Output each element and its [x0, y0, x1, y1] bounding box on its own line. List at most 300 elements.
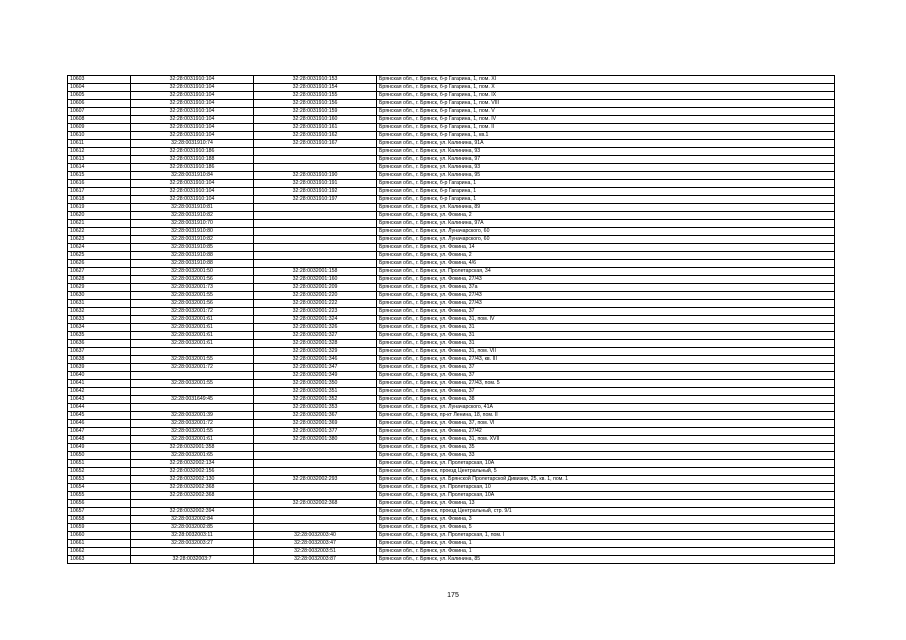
object-number-cell: 32:28:0031910:159 [254, 108, 377, 116]
table-row [68, 508, 835, 516]
table-row [68, 332, 835, 340]
object-number-cell [254, 484, 377, 492]
address-cell: Брянская обл., г. Брянск, ул. Калинина, 97 [377, 156, 835, 164]
parcel-number-cell: 32:28:0032003:27 [131, 540, 254, 548]
address-cell: Брянская обл., г. Брянск, ул. Луначарского, 41А [377, 404, 835, 412]
row-number-cell: 10662 [68, 548, 131, 556]
parcel-number-cell [131, 348, 254, 356]
table-row [68, 268, 835, 276]
address-cell: Брянская обл., г. Брянск, ул. Фокина, 35 [377, 444, 835, 452]
address-cell: Брянская обл., г. Брянск, ул. Луначарского, 60 [377, 228, 835, 236]
table-row [68, 236, 835, 244]
address-cell: Брянская обл., г. Брянск, ул. Пролетарская, 1, пом. I [377, 532, 835, 540]
row-number-cell: 10627 [68, 268, 131, 276]
address-cell: Брянская обл., г. Брянск, ул. Пролетарская, 10А [377, 460, 835, 468]
parcel-number-cell: 32:28:0032002:85 [131, 524, 254, 532]
address-cell: Брянская обл., г. Брянск, ул. Фокина, 27/43 [377, 276, 835, 284]
address-cell: Брянская обл., г. Брянск, ул. Фокина, 38 [377, 396, 835, 404]
table-row [68, 452, 835, 460]
table-row [68, 148, 835, 156]
object-number-cell [254, 156, 377, 164]
row-number-cell: 10631 [68, 300, 131, 308]
address-cell: Брянская обл., г. Брянск, б-р Гагарина, 1 [377, 180, 835, 188]
row-number-cell: 10652 [68, 468, 131, 476]
parcel-number-cell: 32:28:0031910:104 [131, 188, 254, 196]
row-number-cell: 10632 [68, 308, 131, 316]
object-number-cell: 32:28:0032003:47 [254, 540, 377, 548]
object-number-cell: 32:28:0031910:191 [254, 180, 377, 188]
row-number-cell: 10636 [68, 340, 131, 348]
object-number-cell: 32:28:0032001:209 [254, 284, 377, 292]
address-cell: Брянская обл., г. Брянск, ул. Пролетарская, 10 [377, 484, 835, 492]
address-cell: Брянская обл., г. Брянск, ул. Фокина, 27/42 [377, 428, 835, 436]
table-row [68, 532, 835, 540]
object-number-cell: 32:28:0032001:329 [254, 348, 377, 356]
table-row [68, 396, 835, 404]
table-row [68, 244, 835, 252]
row-number-cell: 10658 [68, 516, 131, 524]
object-number-cell: 32:28:0032002:368 [254, 500, 377, 508]
parcel-number-cell: 32:28:0031910:82 [131, 212, 254, 220]
table-row [68, 116, 835, 124]
address-cell: Брянская обл., г. Брянск, ул. Фокина, 2 [377, 252, 835, 260]
object-number-cell: 32:28:0031910:161 [254, 124, 377, 132]
parcel-number-cell: 32:28:0031910:104 [131, 132, 254, 140]
object-number-cell: 32:28:0032001:377 [254, 428, 377, 436]
address-cell: Брянская обл., г. Брянск, проезд Центральный, 5 [377, 468, 835, 476]
table-row [68, 132, 835, 140]
parcel-number-cell: 32:28:0031910:186 [131, 164, 254, 172]
row-number-cell: 10654 [68, 484, 131, 492]
object-number-cell: 32:28:0032001:160 [254, 276, 377, 284]
address-cell: Брянская обл., г. Брянск, ул. Фокина, 37 [377, 308, 835, 316]
table-row [68, 340, 835, 348]
table-row [68, 76, 835, 84]
parcel-number-cell: 32:28:0032002:394 [131, 508, 254, 516]
parcel-number-cell: 32:28:0031910:104 [131, 84, 254, 92]
row-number-cell: 10642 [68, 388, 131, 396]
address-cell: Брянская обл., г. Брянск, ул. Фокина, 31 [377, 324, 835, 332]
row-number-cell: 10614 [68, 164, 131, 172]
row-number-cell: 10603 [68, 76, 131, 84]
parcel-number-cell: 32:28:0032003:11 [131, 532, 254, 540]
table-row [68, 540, 835, 548]
address-cell: Брянская обл., г. Брянск, проезд Центральный, стр. 9/1 [377, 508, 835, 516]
parcel-number-cell: 32:28:0031910:80 [131, 228, 254, 236]
table-row [68, 404, 835, 412]
address-cell: Брянская обл., г. Брянск, б-р Гагарина, 1 [377, 196, 835, 204]
row-number-cell: 10623 [68, 236, 131, 244]
table-row [68, 316, 835, 324]
object-number-cell: 32:28:0032001:353 [254, 404, 377, 412]
table-row [68, 484, 835, 492]
table-row [68, 188, 835, 196]
parcel-number-cell: 32:28:0032002:134 [131, 460, 254, 468]
parcel-number-cell: 32:28:0031910:84 [131, 172, 254, 180]
row-number-cell: 10615 [68, 172, 131, 180]
address-cell: Брянская обл., г. Брянск, ул. Фокина, 2 [377, 212, 835, 220]
row-number-cell: 10620 [68, 212, 131, 220]
row-number-cell: 10629 [68, 284, 131, 292]
address-cell: Брянская обл., г. Брянск, ул. Фокина, 37, пом. VI [377, 420, 835, 428]
table-row [68, 124, 835, 132]
object-number-cell: 32:28:0032001:349 [254, 372, 377, 380]
parcel-number-cell: 32:28:0032002:368 [131, 484, 254, 492]
table-row [68, 460, 835, 468]
table-row [68, 356, 835, 364]
object-number-cell: 32:28:0032001:326 [254, 324, 377, 332]
table-row [68, 300, 835, 308]
table-row [68, 556, 835, 564]
address-cell: Брянская обл., г. Брянск, ул. Фокина, 27/43 [377, 292, 835, 300]
address-cell: Брянская обл., г. Брянск, ул. Фокина, 27/43 [377, 300, 835, 308]
table-row [68, 436, 835, 444]
row-number-cell: 10633 [68, 316, 131, 324]
table-row [68, 500, 835, 508]
object-number-cell [254, 452, 377, 460]
table-row [68, 212, 835, 220]
address-cell: Брянская обл., г. Брянск, б-р Гагарина, 1, пом. II [377, 124, 835, 132]
row-number-cell: 10617 [68, 188, 131, 196]
table-row [68, 492, 835, 500]
row-number-cell: 10609 [68, 124, 131, 132]
table-row [68, 84, 835, 92]
address-cell: Брянская обл., г. Брянск, ул. Фокина, 37 [377, 364, 835, 372]
parcel-number-cell [131, 404, 254, 412]
object-number-cell: 32:28:0032001:352 [254, 396, 377, 404]
row-number-cell: 10650 [68, 452, 131, 460]
object-number-cell: 32:28:0031910:153 [254, 76, 377, 84]
object-number-cell: 32:28:0031910:154 [254, 84, 377, 92]
table-row [68, 220, 835, 228]
row-number-cell: 10651 [68, 460, 131, 468]
object-number-cell [254, 244, 377, 252]
address-cell: Брянская обл., г. Брянск, ул. Пролетарская, 10А [377, 492, 835, 500]
row-number-cell: 10621 [68, 220, 131, 228]
object-number-cell: 32:28:0032001:367 [254, 412, 377, 420]
object-number-cell: 32:28:0032001:350 [254, 380, 377, 388]
address-cell: Брянская обл., г. Брянск, ул. Фокина, 31 [377, 332, 835, 340]
address-cell: Брянская обл., г. Брянск, пр-кт Ленина, 18, пом. II [377, 412, 835, 420]
parcel-number-cell: 32:28:0031910:74 [131, 140, 254, 148]
object-number-cell: 32:28:0032003:51 [254, 548, 377, 556]
table-row [68, 324, 835, 332]
table-row [68, 412, 835, 420]
parcel-number-cell: 32:28:0032001:61 [131, 324, 254, 332]
parcel-number-cell: 32:28:0031910:104 [131, 108, 254, 116]
table-row [68, 204, 835, 212]
parcel-number-cell: 32:28:0032001:61 [131, 316, 254, 324]
parcel-number-cell: 32:28:0032002:368 [131, 492, 254, 500]
object-number-cell [254, 516, 377, 524]
parcel-number-cell: 32:28:0032001:50 [131, 268, 254, 276]
table-row [68, 372, 835, 380]
parcel-number-cell [131, 500, 254, 508]
parcel-number-cell: 32:28:0032001:56 [131, 276, 254, 284]
parcel-number-cell: 32:28:0031910:104 [131, 180, 254, 188]
parcel-number-cell [131, 388, 254, 396]
parcel-number-cell: 32:28:0032001:39 [131, 412, 254, 420]
row-number-cell: 10624 [68, 244, 131, 252]
table-row [68, 292, 835, 300]
object-number-cell: 32:28:0032001:327 [254, 332, 377, 340]
parcel-number-cell: 32:28:0032003:7 [131, 556, 254, 564]
parcel-number-cell: 32:28:0032002:130 [131, 476, 254, 484]
parcel-number-cell: 32:28:0032001:358 [131, 444, 254, 452]
address-cell: Брянская обл., г. Брянск, ул. Фокина, 31, пом. IV [377, 316, 835, 324]
table-row [68, 172, 835, 180]
table-row [68, 92, 835, 100]
address-cell: Брянская обл., г. Брянск, ул. Фокина, 37 [377, 372, 835, 380]
address-cell: Брянская обл., г. Брянск, ул. Калинина, 97А [377, 220, 835, 228]
table-row [68, 524, 835, 532]
address-cell: Брянская обл., г. Брянск, ул. Калинина, 93 [377, 164, 835, 172]
parcel-number-cell: 32:28:0032001:72 [131, 364, 254, 372]
row-number-cell: 10618 [68, 196, 131, 204]
row-number-cell: 10660 [68, 532, 131, 540]
object-number-cell [254, 260, 377, 268]
parcel-number-cell: 32:28:0032001:56 [131, 300, 254, 308]
parcel-number-cell: 32:28:0032002:156 [131, 468, 254, 476]
address-cell: Брянская обл., г. Брянск, ул. Калинина, 95 [377, 172, 835, 180]
row-number-cell: 10656 [68, 500, 131, 508]
object-number-cell: 32:28:0031910:156 [254, 100, 377, 108]
address-cell: Брянская обл., г. Брянск, ул. Фокина, 37а [377, 284, 835, 292]
table-row [68, 164, 835, 172]
row-number-cell: 10616 [68, 180, 131, 188]
parcel-number-cell: 32:28:0031910:82 [131, 236, 254, 244]
address-cell: Брянская обл., г. Брянск, б-р Гагарина, 1, пом. IX [377, 92, 835, 100]
table-row [68, 548, 835, 556]
parcel-number-cell: 32:28:0032001:61 [131, 436, 254, 444]
parcel-number-cell: 32:28:0032002:84 [131, 516, 254, 524]
table-body [68, 76, 835, 564]
row-number-cell: 10611 [68, 140, 131, 148]
row-number-cell: 10635 [68, 332, 131, 340]
address-cell: Брянская обл., г. Брянск, ул. Фокина, 14 [377, 244, 835, 252]
object-number-cell [254, 524, 377, 532]
object-number-cell [254, 228, 377, 236]
address-cell: Брянская обл., г. Брянск, б-р Гагарина, 1, пом. IV [377, 116, 835, 124]
address-cell: Брянская обл., г. Брянск, б-р Гагарина, 1, пом. X [377, 84, 835, 92]
table-row [68, 364, 835, 372]
address-cell: Брянская обл., г. Брянск, ул. Фокина, 31, пом. VII [377, 348, 835, 356]
parcel-number-cell: 32:28:0031910:104 [131, 124, 254, 132]
table-row [68, 516, 835, 524]
object-number-cell: 32:28:0032002:293 [254, 476, 377, 484]
object-number-cell: 32:28:0031910:162 [254, 132, 377, 140]
table-row [68, 476, 835, 484]
row-number-cell: 10622 [68, 228, 131, 236]
object-number-cell [254, 468, 377, 476]
table-row [68, 108, 835, 116]
row-number-cell: 10647 [68, 428, 131, 436]
row-number-cell: 10653 [68, 476, 131, 484]
row-number-cell: 10645 [68, 412, 131, 420]
object-number-cell [254, 164, 377, 172]
row-number-cell: 10657 [68, 508, 131, 516]
row-number-cell: 10661 [68, 540, 131, 548]
parcel-number-cell [131, 372, 254, 380]
object-number-cell [254, 236, 377, 244]
table-row [68, 100, 835, 108]
row-number-cell: 10605 [68, 92, 131, 100]
table-row [68, 284, 835, 292]
parcel-number-cell: 32:28:0031910:104 [131, 100, 254, 108]
parcel-number-cell: 32:28:0031910:85 [131, 244, 254, 252]
table-row [68, 444, 835, 452]
row-number-cell: 10630 [68, 292, 131, 300]
row-number-cell: 10604 [68, 84, 131, 92]
address-cell: Брянская обл., г. Брянск, ул. Фокина, 31, пом. XVII [377, 436, 835, 444]
address-cell: Брянская обл., г. Брянск, ул. Калинина, 93 [377, 148, 835, 156]
address-cell: Брянская обл., г. Брянск, б-р Гагарина, 1, кв.1 [377, 132, 835, 140]
object-number-cell: 32:28:0032001:220 [254, 292, 377, 300]
parcel-number-cell: 32:28:0032001:55 [131, 292, 254, 300]
row-number-cell: 10612 [68, 148, 131, 156]
parcel-number-cell: 32:28:0032001:61 [131, 332, 254, 340]
address-cell: Брянская обл., г. Брянск, ул. Пролетарская, 34 [377, 268, 835, 276]
object-number-cell: 32:28:0032001:222 [254, 300, 377, 308]
table-row [68, 428, 835, 436]
object-number-cell: 32:28:0031910:192 [254, 188, 377, 196]
object-number-cell: 32:28:0031910:190 [254, 172, 377, 180]
object-number-cell [254, 252, 377, 260]
address-cell: Брянская обл., г. Брянск, б-р Гагарина, 1, пом. V [377, 108, 835, 116]
parcel-number-cell: 32:28:0031910:104 [131, 116, 254, 124]
object-number-cell: 32:28:0032001:347 [254, 364, 377, 372]
parcel-number-cell: 32:28:0031649:45 [131, 396, 254, 404]
table-row [68, 420, 835, 428]
address-cell: Брянская обл., г. Брянск, ул. Фокина, 1 [377, 548, 835, 556]
parcel-number-cell: 32:28:0032001:73 [131, 284, 254, 292]
row-number-cell: 10644 [68, 404, 131, 412]
parcel-number-cell: 32:28:0032001:65 [131, 452, 254, 460]
parcel-number-cell: 32:28:0032001:55 [131, 428, 254, 436]
address-cell: Брянская обл., г. Брянск, ул. Фокина, 1 [377, 540, 835, 548]
row-number-cell: 10606 [68, 100, 131, 108]
table-row [68, 156, 835, 164]
object-number-cell: 32:28:0031910:197 [254, 196, 377, 204]
table-row [68, 140, 835, 148]
object-number-cell: 32:28:0032001:351 [254, 388, 377, 396]
address-cell: Брянская обл., г. Брянск, ул. Калинина, 89 [377, 204, 835, 212]
row-number-cell: 10628 [68, 276, 131, 284]
parcel-number-cell: 32:28:0031910:104 [131, 196, 254, 204]
row-number-cell: 10643 [68, 396, 131, 404]
object-number-cell [254, 492, 377, 500]
object-number-cell [254, 460, 377, 468]
object-number-cell: 32:28:0032003:40 [254, 532, 377, 540]
address-cell: Брянская обл., г. Брянск, ул. Калинина, 91А [377, 140, 835, 148]
table-row [68, 380, 835, 388]
address-cell: Брянская обл., г. Брянск, ул. Фокина, 13 [377, 500, 835, 508]
address-cell: Брянская обл., г. Брянск, б-р Гагарина, 1, пом. XI [377, 76, 835, 84]
object-number-cell [254, 508, 377, 516]
object-number-cell: 32:28:0032001:223 [254, 308, 377, 316]
address-cell: Брянская обл., г. Брянск, ул. Фокина, 3 [377, 516, 835, 524]
address-cell: Брянская обл., г. Брянск, ул. Фокина, 27/43, пом. 5 [377, 380, 835, 388]
table-row [68, 468, 835, 476]
parcel-number-cell: 32:28:0032001:72 [131, 420, 254, 428]
address-cell: Брянская обл., г. Брянск, б-р Гагарина, 1 [377, 188, 835, 196]
table-row [68, 348, 835, 356]
parcel-number-cell: 32:28:0031910:104 [131, 92, 254, 100]
row-number-cell: 10640 [68, 372, 131, 380]
row-number-cell: 10639 [68, 364, 131, 372]
table-row [68, 252, 835, 260]
row-number-cell: 10646 [68, 420, 131, 428]
parcel-number-cell: 32:28:0032001:55 [131, 380, 254, 388]
object-number-cell: 32:28:0031910:160 [254, 116, 377, 124]
parcel-number-cell [131, 548, 254, 556]
object-number-cell [254, 220, 377, 228]
row-number-cell: 10641 [68, 380, 131, 388]
row-number-cell: 10613 [68, 156, 131, 164]
address-cell: Брянская обл., г. Брянск, ул. Фокина, 4/6 [377, 260, 835, 268]
parcel-number-cell: 32:28:0031910:186 [131, 148, 254, 156]
row-number-cell: 10608 [68, 116, 131, 124]
object-number-cell: 32:28:0031910:155 [254, 92, 377, 100]
object-number-cell: 32:28:0032001:380 [254, 436, 377, 444]
parcel-number-cell: 32:28:0031910:188 [131, 156, 254, 164]
table-row [68, 388, 835, 396]
address-cell: Брянская обл., г. Брянск, ул. Фокина, 33 [377, 452, 835, 460]
parcel-number-cell: 32:28:0031910:70 [131, 220, 254, 228]
object-number-cell [254, 148, 377, 156]
registry-table [67, 75, 835, 564]
table-row [68, 228, 835, 236]
address-cell: Брянская обл., г. Брянск, ул. Фокина, 5 [377, 524, 835, 532]
table-row [68, 308, 835, 316]
parcel-number-cell: 32:28:0032001:72 [131, 308, 254, 316]
address-cell: Брянская обл., г. Брянск, ул. Луначарского, 60 [377, 236, 835, 244]
object-number-cell: 32:28:0032001:346 [254, 356, 377, 364]
address-cell: Брянская обл., г. Брянск, ул. Фокина, 27/43, кв. III [377, 356, 835, 364]
object-number-cell [254, 444, 377, 452]
row-number-cell: 10625 [68, 252, 131, 260]
object-number-cell: 32:28:0032001:158 [254, 268, 377, 276]
address-cell: Брянская обл., г. Брянск, ул. Калинина, 85 [377, 556, 835, 564]
row-number-cell: 10607 [68, 108, 131, 116]
object-number-cell: 32:28:0032001:328 [254, 340, 377, 348]
page-number: 175 [447, 592, 459, 599]
table-row [68, 276, 835, 284]
parcel-number-cell: 32:28:0031910:81 [131, 204, 254, 212]
object-number-cell: 32:28:0031910:167 [254, 140, 377, 148]
object-number-cell: 32:28:0032003:87 [254, 556, 377, 564]
row-number-cell: 10626 [68, 260, 131, 268]
object-number-cell [254, 204, 377, 212]
parcel-number-cell: 32:28:0032001:55 [131, 356, 254, 364]
row-number-cell: 10619 [68, 204, 131, 212]
object-number-cell: 32:28:0032001:324 [254, 316, 377, 324]
row-number-cell: 10659 [68, 524, 131, 532]
row-number-cell: 10637 [68, 348, 131, 356]
address-cell: Брянская обл., г. Брянск, ул. Фокина, 37 [377, 388, 835, 396]
address-cell: Брянская обл., г. Брянск, б-р Гагарина, 1, пом. VIII [377, 100, 835, 108]
row-number-cell: 10648 [68, 436, 131, 444]
row-number-cell: 10655 [68, 492, 131, 500]
parcel-number-cell: 32:28:0031910:88 [131, 252, 254, 260]
row-number-cell: 10663 [68, 556, 131, 564]
object-number-cell: 32:28:0032001:369 [254, 420, 377, 428]
table-row [68, 180, 835, 188]
parcel-number-cell: 32:28:0031910:104 [131, 76, 254, 84]
row-number-cell: 10649 [68, 444, 131, 452]
address-cell: Брянская обл., г. Брянск, ул. Фокина, 31 [377, 340, 835, 348]
object-number-cell [254, 212, 377, 220]
